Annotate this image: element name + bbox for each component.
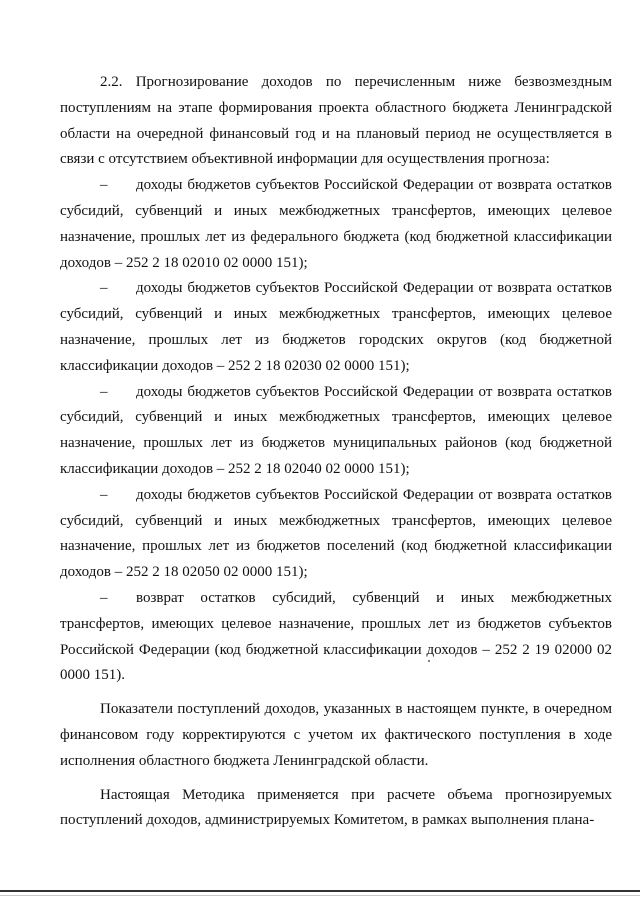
list-item — [60, 380, 612, 483]
document-body — [60, 70, 612, 834]
page-bottom-shadow — [0, 895, 640, 896]
list-item — [60, 586, 612, 689]
indicators-paragraph: Показатели поступлений доходов, указанных в настоящем пункте, в очередном финансовом году корректируются с учетом их фактического поступления в ходе исполнения областного бюджета Ленинградской области. — [60, 701, 612, 769]
list-item-text: доходы бюджетов субъектов Российской Федерации от возврата остатков субсидий, субвенций и иных межбюджетных трансфертов, имеющих целевое назначение, прошлых лет из федерального бюджета (код бюджетной классификации доходов – 252 2 18 02010 02 0000 151); — [60, 177, 612, 271]
page-bottom-edge — [0, 890, 640, 892]
list-item-text: доходы бюджетов субъектов Российской Федерации от возврата остатков субсидий, субвенций и иных межбюджетных трансфертов, имеющих целевое назначение, прошлых лет из бюджетов поселений (код бюджетной классификации доходов – 252 2 18 02050 02 0000 151); — [60, 486, 612, 581]
list-item-text: доходы бюджетов субъектов Российской Федерации от возврата остатков субсидий, субвенций и иных межбюджетных трансфертов, имеющих целевое назначение, прошлых лет из бюджетов муниципальных районов (код бюджетной классификации доходов – 252 2 18 02040 02 0000 151); — [60, 383, 612, 477]
methodology-paragraph: Настоящая Методика применяется при расчете объема прогнозируемых поступлений доходов, администрируемых Комитетом, в рамках выполнения плана- — [60, 786, 612, 829]
dash-marker: – — [100, 589, 108, 606]
scan-speck — [428, 660, 430, 662]
list-item — [60, 276, 612, 379]
list-item-text: доходы бюджетов субъектов Российской Федерации от возврата остатков субсидий, субвенций и иных межбюджетных трансфертов, имеющих целевое назначение, прошлых лет из бюджетов городских округов (код бюджетной классификации доходов – 252 2 18 02030 02 0000 151); — [60, 280, 612, 374]
list-item-text: возврат остатков субсидий, субвенций и иных межбюджетных трансфертов, имеющих целевое назначение, прошлых лет из бюджетов субъектов Российской Федерации (код бюджетной классификации доходов – 252 2 19 02000 02 0000 151). — [60, 589, 612, 684]
dash-marker: – — [100, 177, 108, 194]
dash-marker: – — [100, 486, 108, 503]
list-item — [60, 483, 612, 586]
list-item — [60, 173, 612, 276]
dash-marker: – — [100, 280, 108, 297]
dash-marker: – — [100, 383, 108, 400]
intro-paragraph: 2.2. Прогнозирование доходов по перечисленным ниже безвозмездным поступлениям на этапе формирования проекта областного бюджета Ленинградской области на очередной финансовый год и на плановый период не осуществляется в связи с отсутствием объективной информации для осуществления прогноза: — [60, 74, 612, 168]
